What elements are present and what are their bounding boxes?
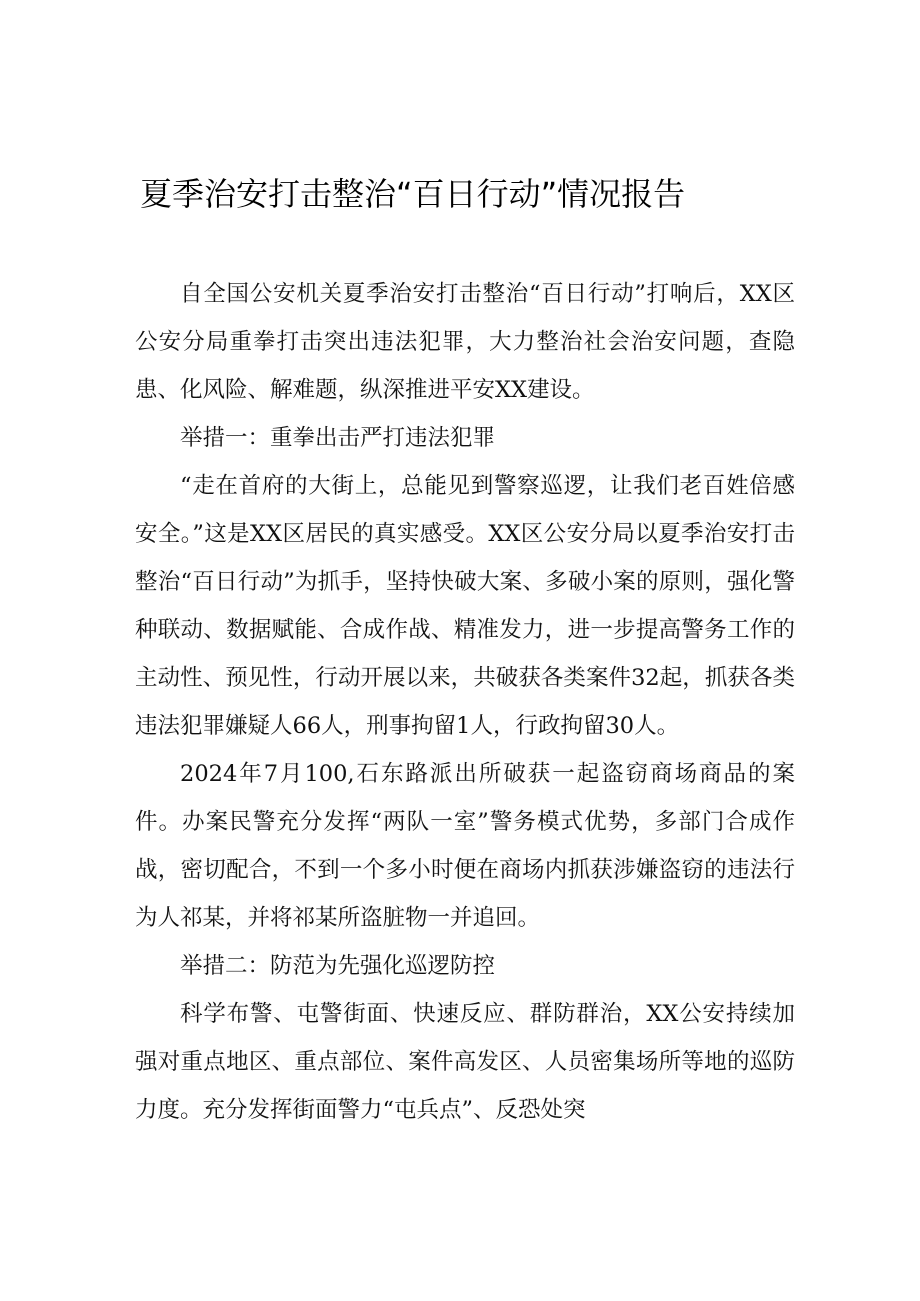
document-title: 夏季治安打击整治“百日行动”情况报告 bbox=[140, 175, 686, 213]
section-heading-measure-one: 举措一：重拳出击严打违法犯罪 bbox=[180, 425, 496, 451]
paragraph-intro: 自全国公安机关夏季治安打击整治“百日行动”打响后，XX区公安分局重拳打击突出违法犯罪，大力整治社会治安问题，查隐患、化风险、解难题，纵深推进平安XX建设。 bbox=[135, 281, 795, 403]
paragraph-case-example: 2024年7月100,石东路派出所破获一起盗窃商场商品的案件。办案民警充分发挥“两队一室”警务模式优势，多部门合成作战，密切配合，不到一个多小时便在商场内抓获涉嫌盗窃的违法行为人祁某，并将祁某所盗脏物一并追回。 bbox=[135, 761, 795, 931]
paragraph-measure-two-detail: 科学布警、屯警街面、快速反应、群防群治，XX公安持续加强对重点地区、重点部位、案件高发区、人员密集场所等地的巡防力度。充分发挥街面警力“屯兵点”、反恐处突 bbox=[135, 1001, 795, 1123]
section-heading-measure-two: 举措二：防范为先强化巡逻防控 bbox=[180, 953, 496, 979]
document-body bbox=[135, 270, 795, 1134]
paragraph-measure-one-detail: “走在首府的大街上，总能见到警察巡逻，让我们老百姓倍感安全。”这是XX区居民的真实感受。XX区公安分局以夏季治安打击整治“百日行动”为抓手，坚持快破大案、多破小案的原则，强化警种联动、数据赋能、合成作战、精准发力，进一步提高警务工作的主动性、预见性，行动开展以来，共破获各类案件32起，抓获各类违法犯罪嫌疑人66人，刑事拘留1人，行政拘留30人。 bbox=[135, 473, 795, 739]
